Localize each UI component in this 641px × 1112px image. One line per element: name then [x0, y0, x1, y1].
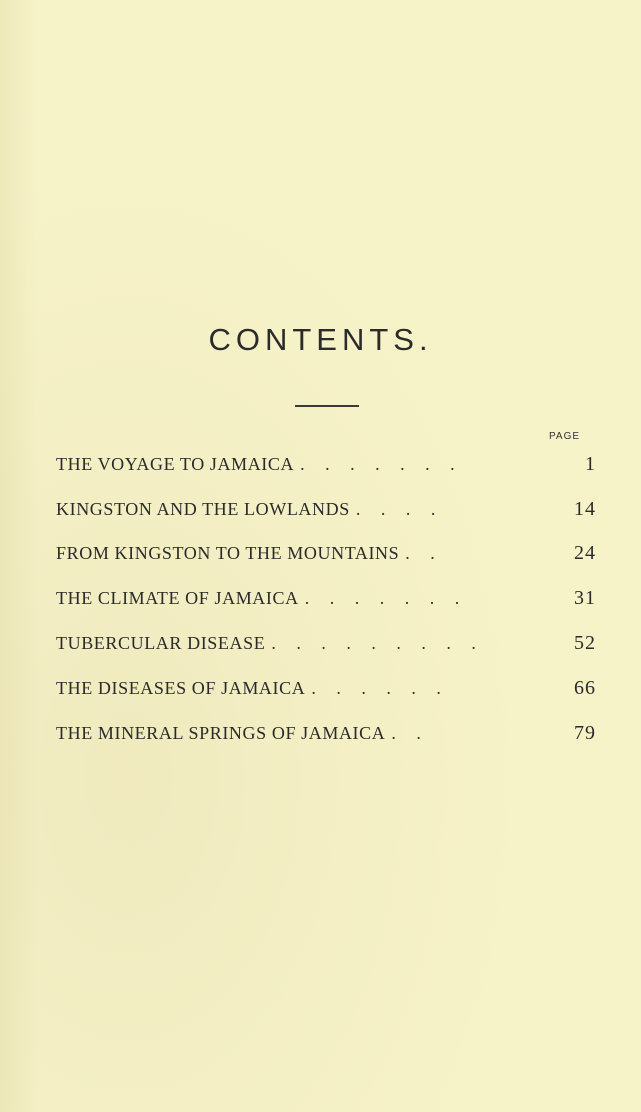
toc-entry-title: THE CLIMATE OF JAMAICA	[56, 588, 299, 609]
toc-entry-leader: . . . .	[355, 498, 444, 519]
toc-entry-title: THE DISEASES OF JAMAICA	[56, 677, 306, 698]
table-of-contents	[56, 442, 596, 756]
toc-entry-page: 66	[574, 676, 596, 699]
toc-entry-leader: . .	[405, 543, 443, 564]
toc-entry-title: KINGSTON AND THE LOWLANDS	[56, 498, 350, 519]
toc-entry-page: 79	[574, 721, 596, 744]
toc-entry[interactable]	[56, 532, 596, 577]
toc-entry[interactable]	[56, 576, 596, 621]
toc-entry-leader: . . . . . . . . .	[271, 633, 484, 654]
toc-entry[interactable]	[56, 711, 596, 756]
toc-entry-leader: . . . . . .	[311, 677, 449, 698]
toc-entry-leader: . . . . . . .	[300, 453, 463, 474]
toc-entry[interactable]	[56, 442, 596, 487]
toc-entry-title: TUBERCULAR DISEASE	[56, 633, 266, 654]
toc-entry-leader: . . . . . . .	[304, 588, 468, 609]
toc-entry-title: THE MINERAL SPRINGS OF JAMAICA	[56, 722, 386, 743]
toc-entry-leader: . .	[391, 722, 429, 743]
toc-entry[interactable]	[56, 621, 596, 666]
toc-entry[interactable]	[56, 487, 596, 532]
toc-entry-page: 31	[574, 587, 596, 610]
page-title: CONTENTS.	[208, 322, 433, 357]
toc-entry-page: 52	[574, 632, 596, 655]
page-column-heading: PAGE	[549, 431, 581, 442]
toc-entry-page: 1	[585, 452, 596, 475]
toc-entry-page: 14	[574, 497, 596, 520]
toc-entry-title: FROM KINGSTON TO THE MOUNTAINS	[56, 543, 400, 564]
toc-entry-title: THE VOYAGE TO JAMAICA	[56, 453, 295, 474]
title-rule	[295, 405, 359, 407]
toc-entry-page: 24	[574, 542, 596, 565]
toc-entry[interactable]	[56, 666, 596, 711]
